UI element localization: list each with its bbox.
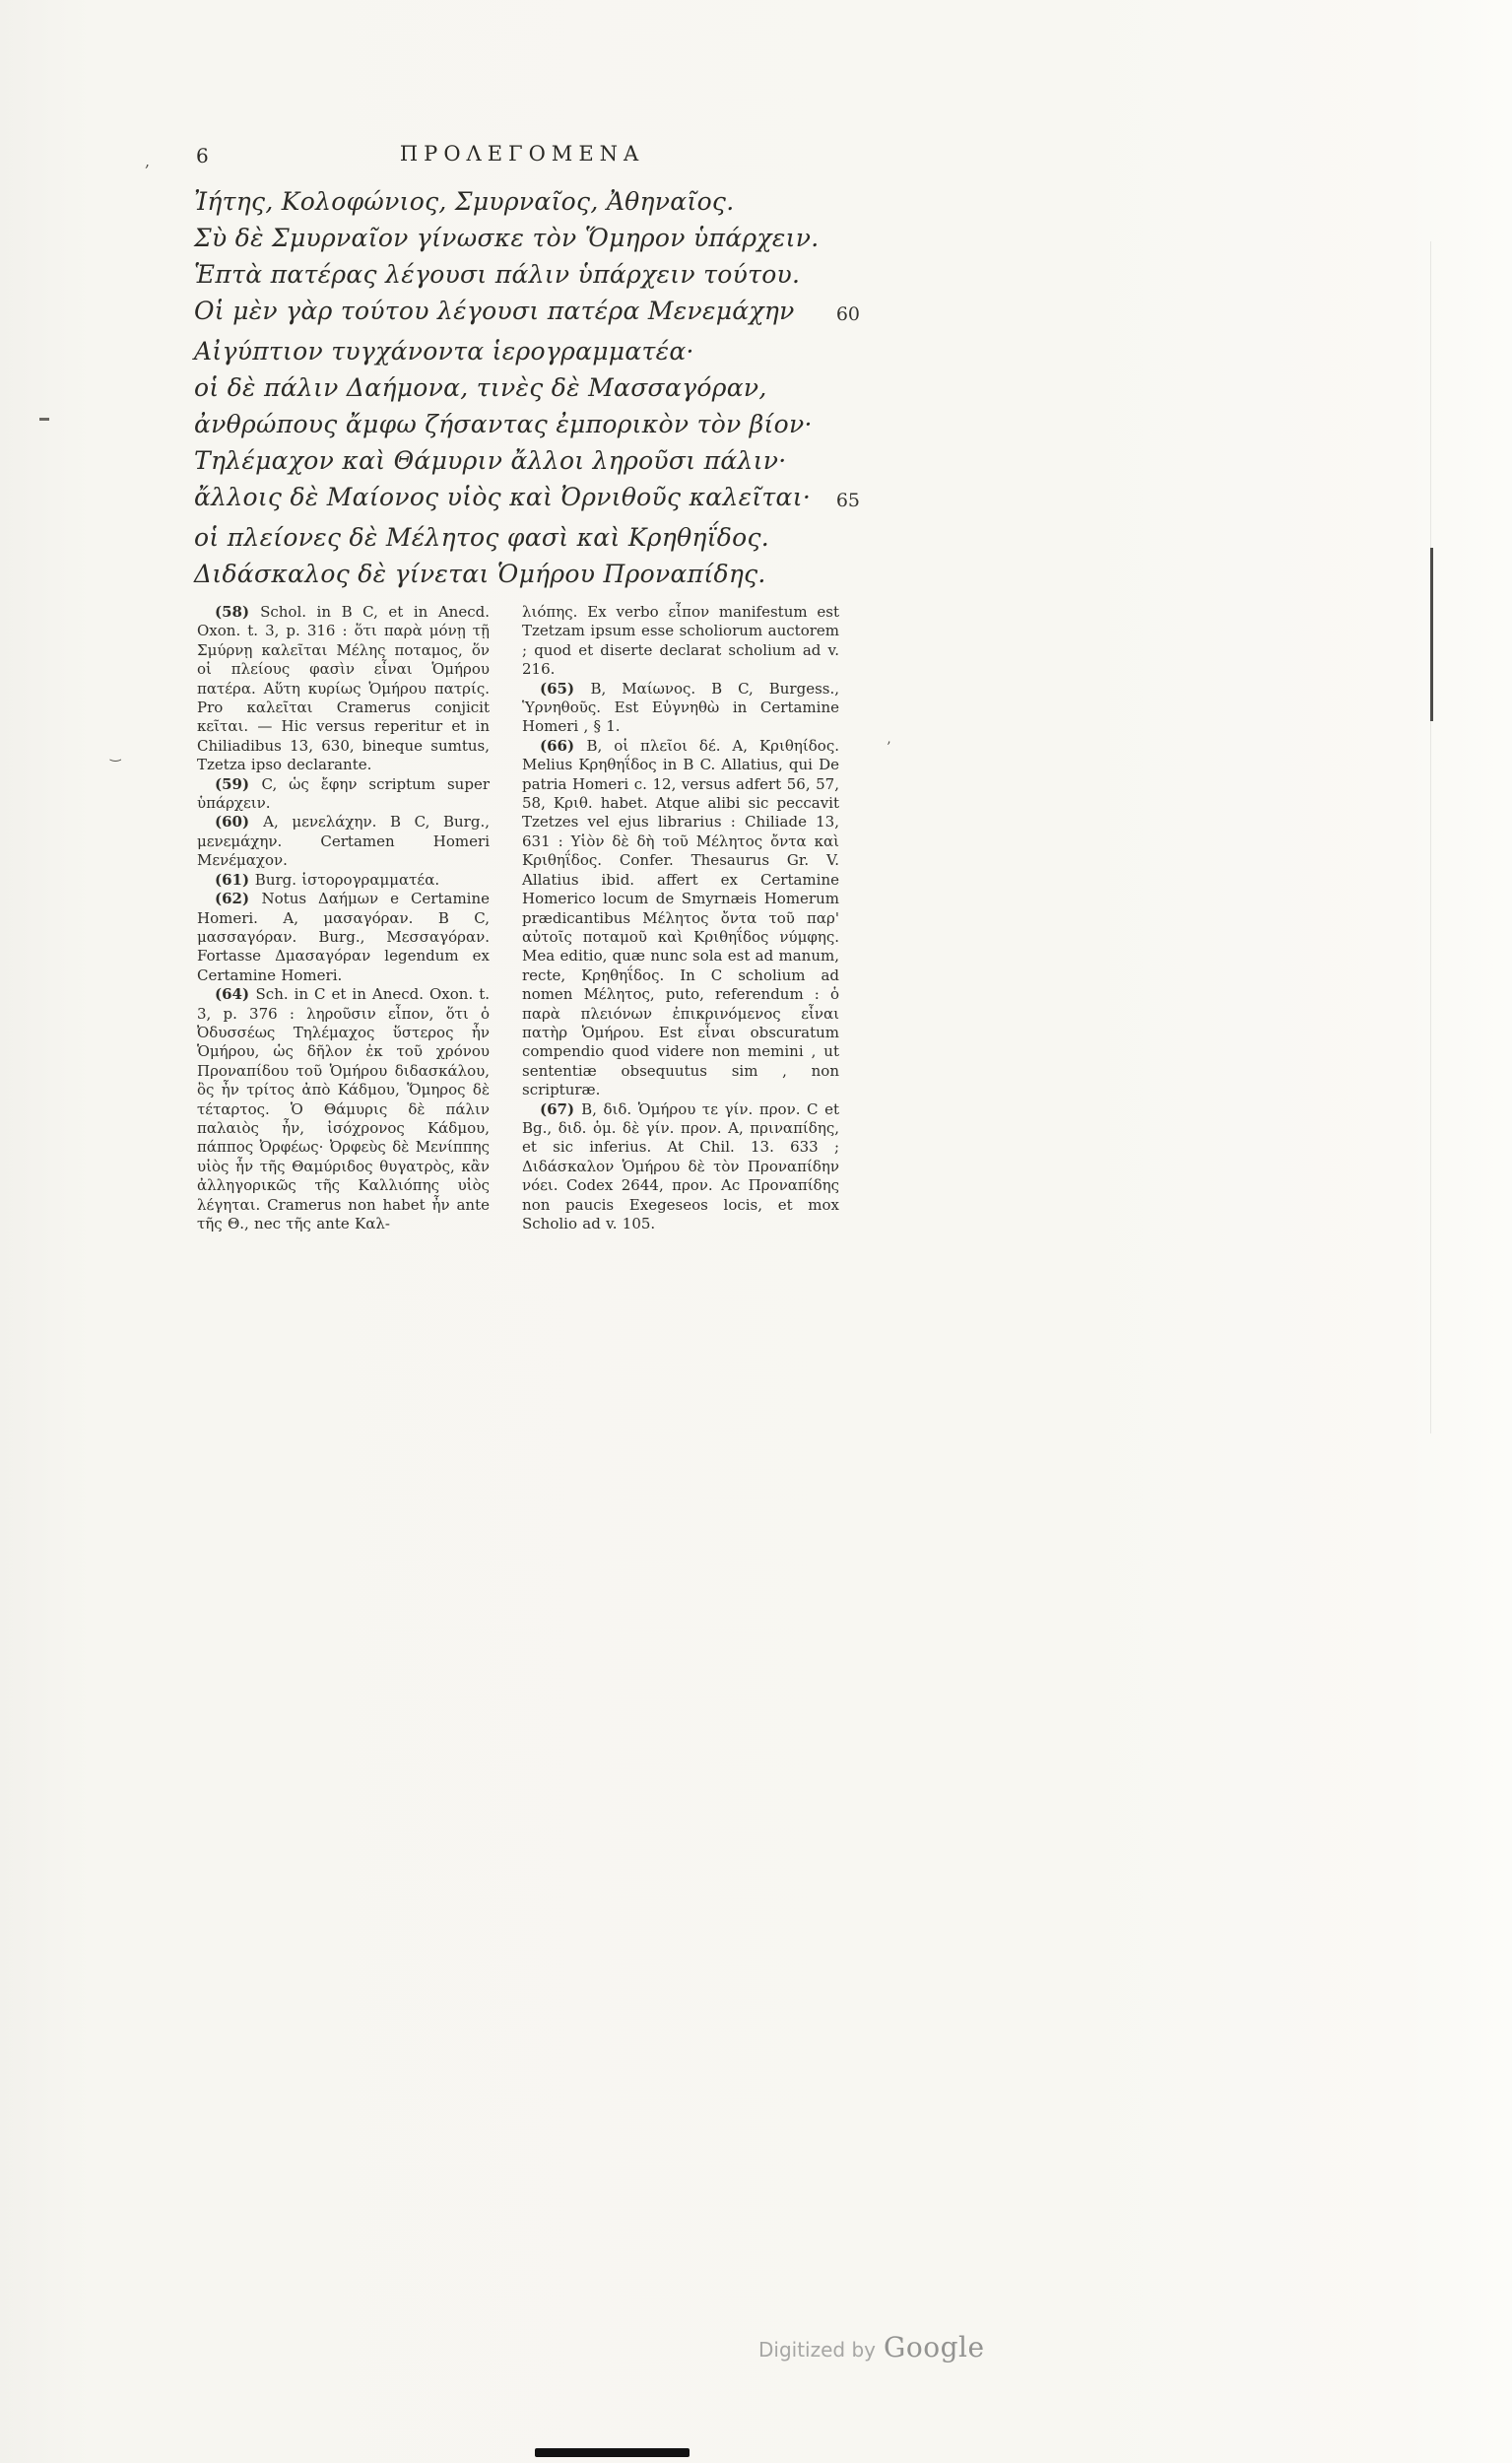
verse-text: ἀνθρώπους ἄμφω ζήσαντας ἐμπορικὸν τὸν βίον·: [194, 410, 813, 438]
scan-speck: ‿: [110, 748, 121, 763]
verse-line: [194, 369, 860, 406]
page-edge-mark: [1430, 548, 1433, 721]
scan-artifact-bar: [535, 2448, 690, 2457]
footnotes-section: [197, 603, 839, 1233]
verse-text: Ἑπτὰ πατέρας λέγουσι πάλιν ὑπάρχειν τούτου.: [194, 260, 801, 289]
verse-line: [194, 519, 860, 556]
scan-speck: ’: [887, 740, 891, 756]
verse-line: [194, 256, 860, 293]
verse-text: οἱ πλείονες δὲ Μέλητος φασὶ καὶ Κρηθηΐδος.: [194, 523, 770, 552]
footnote-paragraph: (65) B, Μαίωνος. B C, Burgess., Ὑρνηθοῦς. Est Εὐγνηθὼ in Certamine Homeri , § 1.: [522, 679, 840, 736]
verse-line: [194, 479, 860, 519]
page-number: 6: [196, 144, 210, 167]
verse-text: Ἰήτης, Κολοφώνιος, Σμυρναῖος, Ἀθηναῖος.: [194, 187, 735, 216]
watermark-prefix: Digitized by: [758, 2338, 876, 2362]
footnote-paragraph: (67) B, διδ. Ὁμήρου τε γίν. προν. C et Bg., διδ. ὁμ. δὲ γίν. προν. A, πριναπίδης, et sic inferius. At Chil. 13. 633 ; Διδάσκαλον Ὁμήρου δὲ τὸν Προναπίδην νόει. Codex 2644, προν. Ac Προναπίδης non paucis Exegeseos locis, et mox Scholio ad v. 105.: [522, 1099, 839, 1232]
verse-line: [194, 442, 860, 479]
footnotes-left-column: [197, 603, 490, 1233]
verse-line: [194, 183, 860, 220]
verse-text: Οἱ μὲν γὰρ τούτου λέγουσι πατέρα Μενεμάχην: [194, 297, 795, 325]
footnote-number: (61): [215, 870, 255, 889]
footnote-number: (62): [215, 890, 262, 908]
verse-block: [194, 183, 860, 592]
verse-line-number: 65: [835, 490, 860, 511]
footnote-paragraph: (62) Notus Δαήμων e Certamine Homeri. A, μασαγόραν. B C, μασσαγόραν. Burg., Μεσσαγόραν. Fortasse Δμασαγόραν legendum ex Certamine Homeri.: [197, 890, 490, 984]
page-header: [194, 142, 860, 173]
scan-speck: [39, 418, 49, 421]
verse-text: ἄλλοις δὲ Μαίονος υἱὸς καὶ Ὀρνιθοῦς καλεῖται·: [194, 483, 812, 511]
footnotes-right-column: [522, 603, 839, 1233]
verse-text: Τηλέμαχον καὶ Θάμυριν ἄλλοι ληροῦσι πάλιν·: [194, 446, 787, 475]
footnote-number: (65): [540, 679, 591, 698]
footnote-paragraph: (59) C, ὡς ἔφην scriptum super ὑπάρχειν.: [197, 774, 490, 813]
footnote-paragraph: (66) B, οἱ πλεῖοι δέ. A, Κριθηίδος. Melius Κρηθηΐδος in B C. Allatius, qui De patria Homeri c. 12, versus adfert 56, 57, 58, Κριθ. habet. Atque alibi sic peccavit Tzetzes vel ejus librarius : Chiliade 13, 631 : Υἱὸν δὲ δὴ τοῦ Μέλητος ὄντα καὶ Κριθηΐδος. Confer. Thesaurus Gr. V. Allatius ibid. affert ex Certamine Homerico locum de Smyrnæis Homerum prædicantibus Μέλητος ὄντα τοῦ παρ' αὐτοῖς ποταμοῦ καὶ Κριθηΐδος νύμφης. Mea editio, quæ nunc sola est ad manum, recte, Κρηθηΐδος. In C scholium ad nomen Μέλητος, puto, referendum : ὁ παρὰ πλειόνων ἐπικρινόμενος εἶναι πατὴρ Ὁμήρου. Est εἶναι obscuratum compendio quod videre non memini , ut sententiæ obsequutus sim , non scripturæ.: [522, 736, 839, 1099]
footnote-number: (59): [215, 774, 262, 793]
footnote-number: (58): [215, 603, 261, 621]
page-title: ΠΡΟΛΕΓΟΜΕΝΑ: [399, 142, 645, 166]
verse-text: οἱ δὲ πάλιν Δαήμονα, τινὲς δὲ Μασσαγόραν,: [194, 373, 767, 402]
footnote-number: (66): [540, 736, 587, 755]
watermark: [758, 2331, 985, 2363]
verse-line: [194, 293, 860, 333]
verse-line-number: 60: [835, 303, 860, 325]
footnote-number: (64): [215, 985, 256, 1004]
verse-line: [194, 220, 860, 256]
footnote-paragraph: (61) Burg. ἱστορογραμματέα.: [215, 870, 440, 889]
verse-line: [194, 556, 860, 592]
footnote-number: (60): [215, 813, 264, 832]
footnote-number: (67): [540, 1099, 582, 1118]
verse-line: [194, 333, 860, 369]
verse-text: Αἰγύπτιον τυγχάνοντα ἱερογραμματέα·: [194, 337, 694, 366]
footnote-paragraph: (58) Schol. in B C, et in Anecd. Oxon. t. 3, p. 316 : ὅτι παρὰ μόνῃ τῇ Σμύρνῃ καλεῖται Μέλης ποταμος, ὅν οἱ πλείους φασὶν εἶναι Ὁμήρου πατέρα. Αὕτη κυρίως Ὁμήρου πατρίς. Pro καλεῖται Cramerus conjicit κεῖται. — Hic versus reperitur et in Chiliadibus 13, 630, bineque sumtus, Tzetza ipso declarante.: [197, 603, 490, 774]
footnote-paragraph: λιόπης. Ex verbo εἶπον manifestum est Tzetzam ipsum esse scholiorum auctorem ; quod et diserte declarat scholium ad v. 216.: [522, 603, 839, 679]
page-edge-line: [1430, 241, 1431, 1433]
verse-text: Σὺ δὲ Σμυρναῖον γίνωσκε τὸν Ὅμηρον ὑπάρχειν.: [194, 224, 820, 252]
verse-line: [194, 406, 860, 442]
scan-speck: ,: [145, 152, 151, 170]
verse-text: Διδάσκαλος δὲ γίνεται Ὁμήρου Προναπίδης.: [194, 560, 766, 588]
watermark-brand: Google: [884, 2331, 985, 2363]
footnote-paragraph: (60) A, μενελάχην. B C, Burg., μενεμάχην. Certamen Homeri Μενέμαχον.: [197, 813, 490, 870]
footnote-paragraph: (64) Sch. in C et in Anecd. Oxon. t. 3, p. 376 : ληροῦσιν εἶπον, ὅτι ὁ Ὀδυσσέως Τηλέμαχος ὕστερος ἦν Ὁμήρου, ὡς δῆλον ἐκ τοῦ χρόνου Προναπίδου τοῦ Ὁμήρου διδασκάλου, ὃς ἦν τρίτος ἀπὸ Κάδμου, Ὅμηρος δὲ τέταρτος. Ὁ Θάμυρις δὲ πάλιν παλαιὸς ἦν, ἰσόχρονος Κάδμου, πάππος Ὀρφέως· Ὀρφεὺς δὲ Μενίππης υἱὸς ἦν τῆς Θαμύριδος θυγατρὸς, κἂν ἀλληγορικῶς τῆς Καλλιόπης υἱὸς λέγηται. Cramerus non habet ἦν ante τῆς Θ., nec τῆς ante Καλ-: [197, 985, 490, 1232]
